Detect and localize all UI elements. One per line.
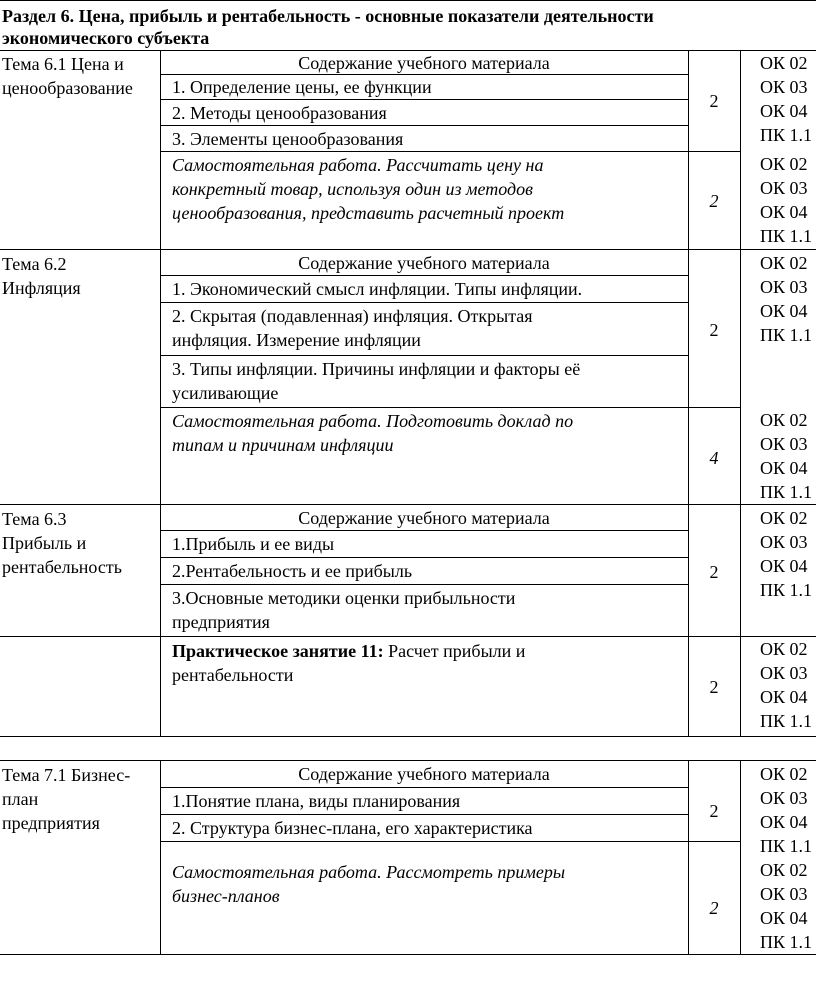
hours-value: 2 bbox=[709, 191, 719, 211]
competency-code: ОК 04 bbox=[760, 101, 808, 121]
competency-code: ПК 1.1 bbox=[760, 325, 813, 345]
competency-code: ОК 04 bbox=[760, 301, 808, 321]
topic-6-3-line1: Тема 6.3 bbox=[2, 509, 67, 529]
content-item: 1. Определение цены, ее функции bbox=[172, 77, 432, 97]
competency-code: ОК 04 bbox=[760, 908, 808, 928]
practice-text bbox=[172, 639, 525, 663]
competency-code: ОК 02 bbox=[760, 860, 808, 880]
hours-value: 2 bbox=[709, 898, 719, 918]
topic-7-1-line1: Тема 7.1 Бизнес- bbox=[2, 765, 131, 785]
content-item: 2.Рентабельность и ее прибыль bbox=[172, 561, 413, 581]
competency-code: ОК 02 bbox=[760, 764, 808, 784]
section-title-line2: экономического субъекта bbox=[2, 28, 210, 48]
topic-6-2-line1: Тема 6.2 bbox=[2, 254, 67, 274]
self-work-text: конкретный товар, используя один из методов bbox=[172, 179, 533, 199]
competency-code: ОК 03 bbox=[760, 77, 808, 97]
practice-label: Практическое занятие 11: bbox=[172, 641, 384, 661]
competency-code: ОК 04 bbox=[760, 202, 808, 222]
self-work-text: бизнес-планов bbox=[172, 886, 280, 906]
self-work-text: Самостоятельная работа. Рассчитать цену на bbox=[172, 155, 544, 175]
competency-code: ПК 1.1 bbox=[760, 932, 813, 952]
competency-code: ОК 03 bbox=[760, 178, 808, 198]
topic-6-2-line2: Инфляция bbox=[2, 278, 81, 298]
hours-value: 2 bbox=[709, 91, 719, 111]
content-item: инфляция. Измерение инфляции bbox=[172, 330, 421, 350]
competency-code: ОК 02 bbox=[760, 639, 808, 659]
topic-7-1-line3: предприятия bbox=[2, 813, 100, 833]
competency-code: ОК 02 bbox=[760, 410, 808, 430]
content-item: 1. Экономический смысл инфляции. Типы инфляции. bbox=[172, 279, 583, 299]
practice-title: Расчет прибыли и bbox=[383, 641, 526, 661]
competency-code: ОК 03 bbox=[760, 532, 808, 552]
topic-6-1-line2: ценообразование bbox=[2, 78, 133, 98]
competency-code: ОК 02 bbox=[760, 53, 808, 73]
hours-value: 2 bbox=[709, 801, 719, 821]
competency-code: ОК 03 bbox=[760, 884, 808, 904]
content-item: 2. Структура бизнес-плана, его характеристика bbox=[172, 818, 533, 838]
practice-text-line2: рентабельности bbox=[172, 665, 294, 685]
competency-code: ПК 1.1 bbox=[760, 482, 813, 502]
competency-code: ОК 02 bbox=[760, 253, 808, 273]
competency-code: ОК 03 bbox=[760, 788, 808, 808]
competency-code: ПК 1.1 bbox=[760, 580, 813, 600]
topic-6-3-line3: рентабельность bbox=[2, 557, 122, 577]
competency-code: ОК 04 bbox=[760, 812, 808, 832]
hours-value: 4 bbox=[709, 448, 719, 468]
section-title-line1: Раздел 6. Цена, прибыль и рентабельность - основные показатели деятельности bbox=[2, 6, 654, 26]
competency-code: ПК 1.1 bbox=[760, 836, 813, 856]
content-item: усиливающие bbox=[172, 383, 279, 403]
competency-code: ОК 03 bbox=[760, 434, 808, 454]
content-item: 2. Методы ценообразования bbox=[172, 103, 387, 123]
competency-code: ОК 02 bbox=[760, 154, 808, 174]
competency-code: ОК 02 bbox=[760, 508, 808, 528]
topic-6-3-line2: Прибыль и bbox=[2, 533, 87, 553]
content-item: 3. Типы инфляции. Причины инфляции и факторы её bbox=[172, 359, 581, 379]
competency-code: ОК 04 bbox=[760, 687, 808, 707]
self-work-text: типам и причинам инфляции bbox=[172, 435, 394, 455]
competency-code: ОК 04 bbox=[760, 556, 808, 576]
content-item: 2. Скрытая (подавленная) инфляция. Открытая bbox=[172, 306, 533, 326]
competency-code: ОК 03 bbox=[760, 663, 808, 683]
content-header: Содержание учебного материала bbox=[298, 508, 550, 528]
content-item: 3.Основные методики оценки прибыльности bbox=[172, 588, 516, 608]
hours-value: 2 bbox=[709, 562, 719, 582]
content-header: Содержание учебного материала bbox=[298, 53, 550, 73]
self-work-text: Самостоятельная работа. Подготовить доклад по bbox=[172, 411, 574, 431]
competency-code: ПК 1.1 bbox=[760, 711, 813, 731]
self-work-text: Самостоятельная работа. Рассмотреть примеры bbox=[172, 862, 566, 882]
self-work-text: ценообразования, представить расчетный проект bbox=[172, 203, 565, 223]
competency-code: ПК 1.1 bbox=[760, 226, 813, 246]
content-item: предприятия bbox=[172, 612, 270, 632]
topic-7-1-line2: план bbox=[2, 789, 39, 809]
hours-value: 2 bbox=[709, 677, 719, 697]
hours-value: 2 bbox=[709, 320, 719, 340]
competency-code: ПК 1.1 bbox=[760, 125, 813, 145]
content-item: 1.Понятие плана, виды планирования bbox=[172, 791, 461, 811]
content-header: Содержание учебного материала bbox=[298, 764, 550, 784]
topic-6-1-line1: Тема 6.1 Цена и bbox=[2, 54, 124, 74]
content-item: 3. Элементы ценообразования bbox=[172, 129, 404, 149]
content-header: Содержание учебного материала bbox=[298, 253, 550, 273]
competency-code: ОК 04 bbox=[760, 458, 808, 478]
competency-code: ОК 03 bbox=[760, 277, 808, 297]
content-item: 1.Прибыль и ее виды bbox=[172, 534, 335, 554]
